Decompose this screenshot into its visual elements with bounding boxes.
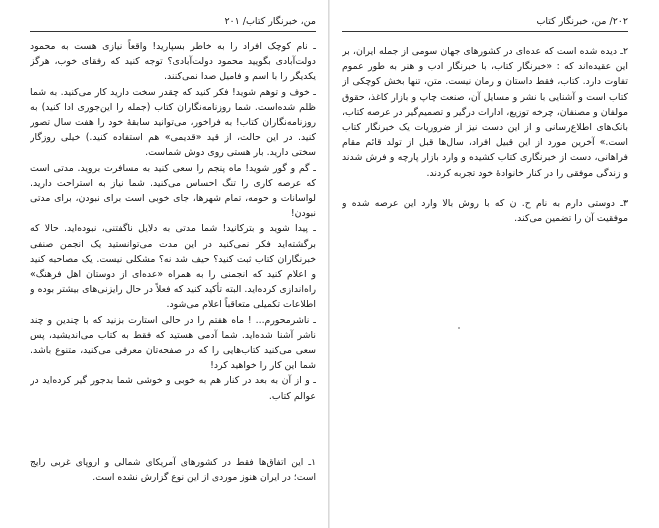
paragraph: ـ و از آن به بعد در کنار هم به خوبی و خوشی شما بدجور گیر کرده‌اید در عوالم کتاب. <box>30 375 316 402</box>
body-text-left <box>30 39 316 427</box>
paragraph: ـ گم و گور شوید! ماه پنجم را سعی کنید به مسافرت بروید. مدتی است که عرصه کاری را تنگ احساس می‌کنید. شما نیاز به استراحت دارید. لواسانات و حومه، تمام شهرها، جای خوبی است برای نبودن، برای مدتی نبودن! <box>30 162 316 220</box>
paragraph: ـ ناشرمحورم... ! ماه هفتم را در حالی استارت بزنید که با چندین و چند ناشر آشنا شده‌اید. شما آدمی هستید که فقط به کتاب می‌اندیشید، پس سعی می‌کنید کتاب‌هایی را که در صفحه‌تان معرفی می‌کنید، متنوع باشد. شما این کار را خواهید کرد! <box>30 314 316 372</box>
paragraph: ۳ـ دوستی دارم به نام ح. ن که با روش بالا وارد این عرصه شده و موفقیت آن را تضمین می‌کند. <box>342 197 628 225</box>
scan-speck <box>458 327 460 329</box>
footnote <box>30 455 316 485</box>
paragraph: ۲ـ دیده شده است که عده‌ای در کشورهای جهان سومی از جمله ایران، بر این عقیده‌اند که : «خبرنگار کتاب، با خبرنگار ادب و هنر به طور عموم تفاوت دارد. کتاب، فقط داستان و رمان نیست. متن، تنها بخش کوچکی از کتاب است و آشنایی با نشر و مسایل آن، صنعت چاپ و بازار کاغذ، حقوق مولفان و مصنفان، چرخه توزیع، ادارات درگیر و تصمیم‌گیر در عرصه کتاب، بانک‌های اطلاع‌رسانی و از این دست نیز از ضروریات یک خبرنگار کتاب است.» آخرین مورد از این قبیل افراد، سال‌ها قبل از تولد قائم مقام فراهانی، دست از خبرنگاری کتاب کشیده و وارد بازار پارچه و فرش شدند و زندگی موفقی را در کنار خانوادهٔ خود تجربه کردند. <box>342 46 628 179</box>
paragraph: ـ خوف و توهم شوید! فکر کنید که چقدر سخت دارید کار می‌کنید. به شما ظلم شده‌است. شما روزنامه‌نگاران کتاب (جمله را این‌جوری ادا کنید) به روزنامه‌نگاران کتاب! به فراخور، می‌توانید سابقهٔ خود را هفت سال تصور کنید. در این حالت، از قید «قدیمی» هم استفاده کنید.) خیلی روزگار سختی دارید. بار هستی روی دوش شماست. <box>30 86 316 159</box>
paragraph: ـ نام کوچک افراد را به خاطر بسپارید! واقعاً نیازی هست به محمود دولت‌آبادی بگویید محمود دولت‌آبادی؟ توجه کنید که رفقای خوب، هرگز یکدیگر را با اسم و فامیل صدا نمی‌کنند. <box>30 41 316 83</box>
running-header-right: ۲۰۲/ من، خبرنگار کتاب <box>536 16 628 27</box>
paragraph: ـ پیدا شوید و بترکانید! شما مدتی به دلایل ناگفتنی، نبوده‌اید. حالا که برگشته‌اید فکر نمی‌کنید در این مدت می‌توانستید یک انجمن صنفی خبرنگاران کتاب ثبت کنید؟ حیف شد نه؟ مشکلی نیست. یک مصاحبه کنید و اعلام کنید که انجمنی را به همراه «عده‌ای از دوستان اهل فرهنگ» راه‌اندازی کرده‌اید. البته تأکید کنید که فعلاً در حال رایزنی‌های بیشتر بوده و اطلاعات تکمیلی متعاقباً اعلام می‌شود. <box>30 223 316 311</box>
body-text-right <box>342 44 628 324</box>
header-rule-left <box>30 31 316 32</box>
running-header-left: من، خبرنگار کتاب/ ۲۰۱ <box>224 16 316 27</box>
header-rule-right <box>342 31 628 32</box>
footnote-text: ۱ـ این اتفاق‌ها فقط در کشورهای آمریکای شمالی و اروپای غربی رایج است؛ در ایران هنوز موردی از این نوع گزارش نشده است. <box>30 457 316 483</box>
right-page <box>330 0 659 528</box>
left-page <box>0 0 329 528</box>
